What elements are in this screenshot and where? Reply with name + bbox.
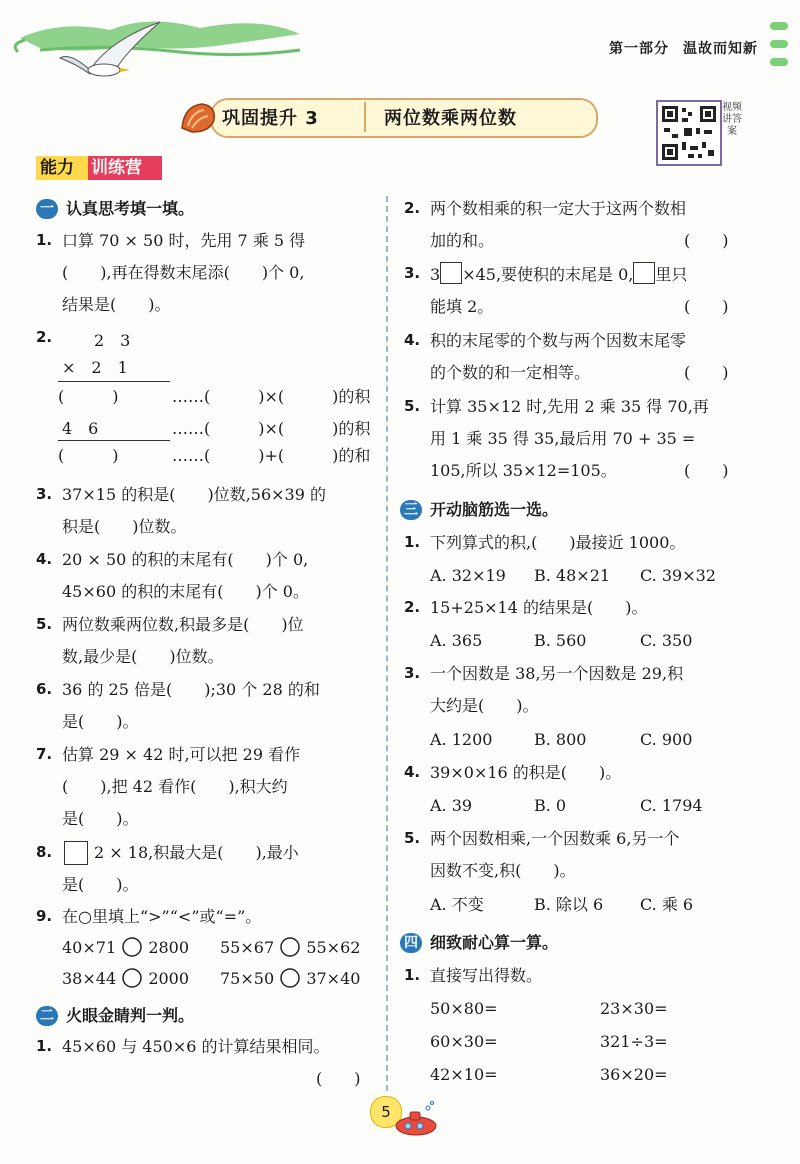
option-c[interactable]: C. 1794 bbox=[640, 796, 703, 815]
compare-circle-icon[interactable] bbox=[279, 968, 301, 988]
answer-blank[interactable]: ( ) bbox=[58, 446, 119, 465]
question-text: 下列算式的积,( )最接近 1000。 bbox=[430, 533, 686, 552]
option-b[interactable]: B. 800 bbox=[534, 730, 587, 749]
question-text: 口算 70 × 50 时，先用 7 乘 5 得 bbox=[62, 231, 306, 250]
question-text: 45×60 与 450×6 的计算结果相同。 bbox=[62, 1037, 330, 1056]
question-number: 8. bbox=[36, 843, 53, 861]
question-text: 两个数相乘的积一定大于这两个数相 bbox=[430, 199, 687, 218]
banner-ability: 能力 bbox=[36, 156, 88, 180]
question-text: 加的和。 bbox=[430, 231, 495, 250]
qr-code-icon[interactable] bbox=[656, 100, 722, 166]
option-b[interactable]: B. 除以 6 bbox=[534, 895, 604, 914]
vertical-calc-row: 2 3 bbox=[94, 331, 131, 350]
calc-item[interactable]: 23×30= bbox=[600, 999, 668, 1018]
calc-explanation: ……( )×( )的积 bbox=[172, 387, 371, 406]
question-number: 4. bbox=[404, 331, 421, 349]
compare-right: 2800 bbox=[148, 938, 190, 957]
option-c[interactable]: C. 39×32 bbox=[640, 566, 716, 585]
option-a[interactable]: A. 32×19 bbox=[430, 566, 506, 585]
compare-item bbox=[62, 968, 189, 990]
compare-right: 37×40 bbox=[306, 969, 361, 988]
compare-right: 2000 bbox=[148, 969, 190, 988]
banner-training: 训练营 bbox=[88, 156, 162, 180]
question-text: 105,所以 35×12=105。 bbox=[430, 461, 617, 480]
question-text: 数,最少是( )位数。 bbox=[62, 647, 224, 666]
calc-line bbox=[58, 381, 170, 382]
calc-item[interactable]: 321÷3= bbox=[600, 1032, 668, 1051]
digit-box[interactable] bbox=[64, 841, 88, 865]
question-number: 9. bbox=[36, 907, 53, 925]
compare-item bbox=[220, 937, 360, 959]
question-text: 是( )。 bbox=[62, 875, 139, 894]
vertical-calc-row: × 2 1 bbox=[62, 358, 128, 377]
question-text: 37×15 的积是( )位数,56×39 的 bbox=[62, 485, 326, 504]
section-title: 火眼金睛判一判。 bbox=[66, 1006, 195, 1025]
question-text: 用 1 乘 35 得 35,最后用 70 + 35 = bbox=[430, 429, 696, 448]
compare-left: 38×44 bbox=[62, 969, 117, 988]
compare-item bbox=[220, 968, 360, 990]
question-number: 2. bbox=[36, 328, 53, 346]
option-a[interactable]: A. 365 bbox=[430, 631, 483, 650]
section-3-heading bbox=[400, 497, 558, 520]
answer-blank[interactable]: ( ) bbox=[316, 1069, 361, 1088]
question-text: 2 × 18,积最大是( ),最小 bbox=[94, 843, 299, 862]
option-a[interactable]: A. 不变 bbox=[430, 895, 484, 914]
digit-text: 3 bbox=[430, 265, 441, 284]
column-divider bbox=[386, 196, 388, 1091]
question-number: 1. bbox=[404, 533, 421, 551]
question-text: 是( )。 bbox=[62, 809, 139, 828]
answer-blank[interactable]: ( ) bbox=[684, 297, 729, 316]
calc-item[interactable]: 42×10= bbox=[430, 1065, 498, 1084]
header-part: 第一部分 bbox=[609, 41, 669, 57]
compare-circle-icon[interactable] bbox=[121, 968, 143, 988]
question-text: 36 的 25 倍是( );30 个 28 的和 bbox=[62, 680, 320, 699]
answer-blank[interactable]: ( ) bbox=[684, 231, 729, 250]
lesson-number: 巩固提升 3 bbox=[222, 108, 319, 129]
calc-explanation: ……( )+( )的和 bbox=[172, 446, 371, 465]
section-4-heading bbox=[400, 930, 558, 953]
submarine-icon bbox=[392, 1100, 442, 1140]
option-a[interactable]: A. 39 bbox=[430, 796, 473, 815]
question-number: 5. bbox=[36, 615, 53, 633]
question-number: 1. bbox=[36, 1037, 53, 1055]
question-text: 因数不变,积( )。 bbox=[430, 861, 576, 880]
compare-item bbox=[62, 937, 189, 959]
calc-item[interactable]: 50×80= bbox=[430, 999, 498, 1018]
section-2-heading bbox=[36, 1003, 194, 1026]
calc-line bbox=[58, 440, 170, 441]
shell-icon bbox=[178, 98, 218, 136]
question-text: 积的末尾零的个数与两个因数末尾零 bbox=[430, 331, 687, 350]
option-c[interactable]: C. 350 bbox=[640, 631, 693, 650]
calc-item[interactable]: 60×30= bbox=[430, 1032, 498, 1051]
section-title: 细致耐心算一算。 bbox=[430, 933, 559, 952]
answer-blank[interactable]: ( ) bbox=[684, 363, 729, 382]
question-text: 45×60 的积的末尾有( )个 0。 bbox=[62, 582, 309, 601]
question-number: 3. bbox=[404, 664, 421, 682]
question-number: 3. bbox=[36, 485, 53, 503]
section-title: 开动脑筋选一选。 bbox=[430, 500, 559, 519]
question-number: 3. bbox=[404, 264, 421, 282]
question-number: 6. bbox=[36, 680, 53, 698]
compare-circle-icon[interactable] bbox=[279, 937, 301, 957]
question-text: 两位数乘两位数,积最多是( )位 bbox=[62, 615, 304, 634]
qr-label: 视频讲答案 bbox=[722, 102, 742, 137]
section-badge: 三 bbox=[400, 500, 422, 520]
header-label bbox=[595, 38, 758, 58]
question-text: ( ),再在得数末尾添( )个 0, bbox=[62, 263, 305, 282]
section-badge: 二 bbox=[36, 1006, 58, 1026]
question-text: ( ),把 42 看作( ),积大约 bbox=[62, 777, 288, 796]
question-text: 计算 35×12 时,先用 2 乘 35 得 70,再 bbox=[430, 397, 709, 416]
digit-box[interactable] bbox=[633, 262, 655, 284]
question-number: 4. bbox=[36, 550, 53, 568]
option-c[interactable]: C. 乘 6 bbox=[640, 895, 694, 914]
compare-circle-icon[interactable] bbox=[121, 937, 143, 957]
lesson-title: 两位数乘两位数 bbox=[384, 108, 517, 129]
answer-blank[interactable]: ( ) bbox=[684, 461, 729, 480]
digit-text: ×45,要使积的末尾是 0, bbox=[462, 265, 634, 284]
question-text: 20 × 50 的积的末尾有( )个 0, bbox=[62, 550, 309, 569]
question-number: 4. bbox=[404, 763, 421, 781]
section-badge: 四 bbox=[400, 933, 422, 953]
question-text bbox=[430, 262, 687, 286]
question-text: 在○里填上“>”“<”或“=”。 bbox=[62, 907, 262, 926]
question-text: 估算 29 × 42 时,可以把 29 看作 bbox=[62, 745, 301, 764]
question-text: 15+25×14 的结果是( )。 bbox=[430, 598, 648, 617]
section-badge: 一 bbox=[36, 199, 58, 219]
digit-box[interactable] bbox=[440, 262, 462, 284]
page-number: 5 bbox=[370, 1096, 402, 1128]
question-number: 5. bbox=[404, 397, 421, 415]
option-a[interactable]: A. 1200 bbox=[430, 730, 493, 749]
question-text: 能填 2。 bbox=[430, 297, 494, 316]
compare-right: 55×62 bbox=[306, 938, 361, 957]
question-number: 7. bbox=[36, 745, 53, 763]
question-number: 5. bbox=[404, 829, 421, 847]
question-number: 2. bbox=[404, 598, 421, 616]
section-title: 认真思考填一填。 bbox=[66, 199, 195, 218]
compare-left: 75×50 bbox=[220, 969, 275, 988]
header-section: 温故而知新 bbox=[683, 41, 758, 57]
question-text: 结果是( )。 bbox=[62, 295, 171, 314]
section-1-heading bbox=[36, 196, 194, 219]
vertical-calc-row: 4 6 bbox=[62, 419, 99, 438]
question-text: 一个因数是 38,另一个因数是 29,积 bbox=[430, 664, 684, 683]
option-c[interactable]: C. 900 bbox=[640, 730, 693, 749]
calc-explanation: ……( )×( )的积 bbox=[172, 419, 371, 438]
question-text: 是( )。 bbox=[62, 712, 139, 731]
option-b[interactable]: B. 0 bbox=[534, 796, 567, 815]
question-text: 两个因数相乘,一个因数乘 6,另一个 bbox=[430, 829, 680, 848]
calc-item[interactable]: 36×20= bbox=[600, 1065, 668, 1084]
question-text: 直接写出得数。 bbox=[430, 966, 543, 985]
question-number: 1. bbox=[404, 966, 421, 984]
question-number: 2. bbox=[404, 199, 421, 217]
header-bars-icon bbox=[768, 18, 792, 72]
question-text: 39×0×16 的积是( )。 bbox=[430, 763, 622, 782]
title-divider bbox=[364, 102, 366, 132]
compare-left: 55×67 bbox=[220, 938, 275, 957]
question-number: 1. bbox=[36, 231, 53, 249]
question-text: 大约是( )。 bbox=[430, 696, 539, 715]
digit-text: 里只 bbox=[655, 265, 688, 284]
option-b[interactable]: B. 48×21 bbox=[534, 566, 611, 585]
question-text: 积是( )位数。 bbox=[62, 517, 187, 536]
question-text: 的个数的和一定相等。 bbox=[430, 363, 591, 382]
option-b[interactable]: B. 560 bbox=[534, 631, 587, 650]
compare-left: 40×71 bbox=[62, 938, 117, 957]
answer-blank[interactable]: ( ) bbox=[58, 387, 119, 406]
